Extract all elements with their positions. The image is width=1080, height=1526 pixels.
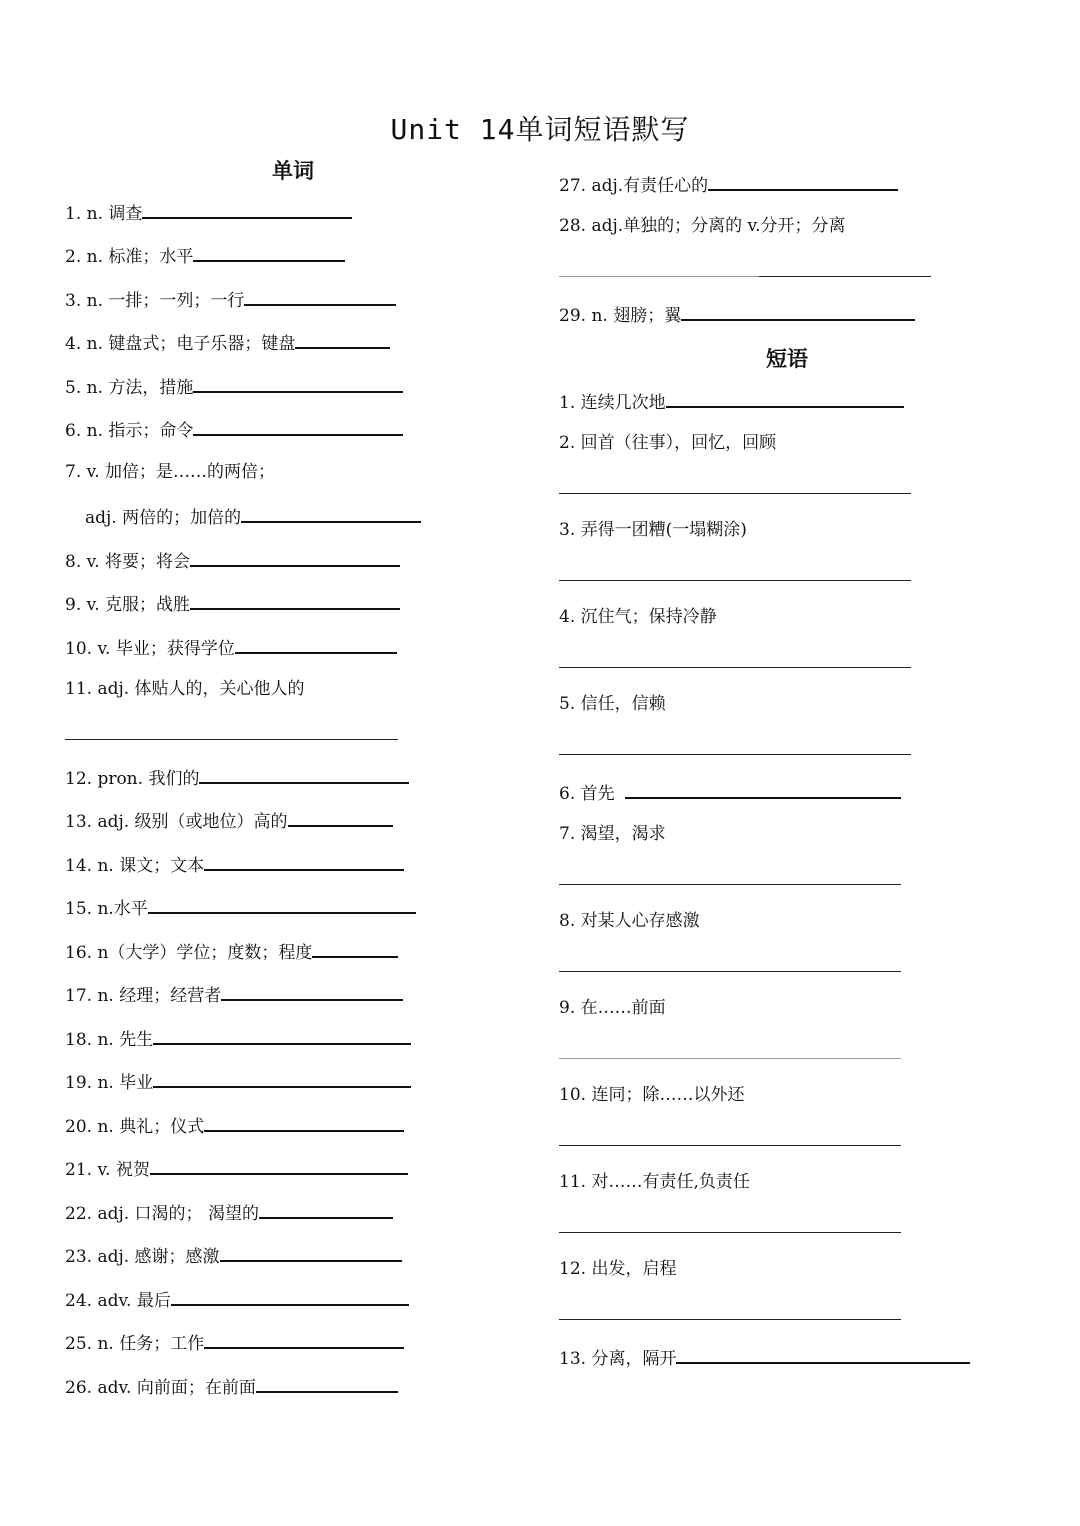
answer-line[interactable] xyxy=(559,1319,901,1320)
answer-blank[interactable] xyxy=(708,172,898,191)
phrase-item-8: 8. 对某人心存感激 xyxy=(559,911,700,931)
word-item-13: 13. adj. 级别（或地位）高的 xyxy=(65,808,393,833)
answer-blank[interactable] xyxy=(153,1069,411,1088)
answer-blank[interactable] xyxy=(153,1026,411,1045)
word-item-27: 27. adj.有责任心的 xyxy=(559,172,898,197)
word-item-14: 14. n. 课文；文本 xyxy=(65,852,404,877)
answer-blank[interactable] xyxy=(199,765,409,784)
phrase-item-4: 4. 沉住气；保持冷静 xyxy=(559,607,717,627)
answer-line-faint[interactable] xyxy=(559,1058,901,1059)
phrase-item-9: 9. 在……前面 xyxy=(559,998,666,1018)
word-item-7-adj: adj. 两倍的；加倍的 xyxy=(85,504,421,529)
word-item-9: 9. v. 克服；战胜 xyxy=(65,591,400,616)
phrase-item-7: 7. 渴望，渴求 xyxy=(559,824,666,844)
word-item-8: 8. v. 将要；将会 xyxy=(65,548,400,573)
word-item-15: 15. n.水平 xyxy=(65,895,416,920)
answer-blank[interactable] xyxy=(256,1374,398,1393)
answer-blank[interactable] xyxy=(244,287,396,306)
answer-blank[interactable] xyxy=(204,1113,404,1132)
word-item-18: 18. n. 先生 xyxy=(65,1026,411,1051)
answer-blank[interactable] xyxy=(625,780,901,799)
answer-blank[interactable] xyxy=(312,939,398,958)
phrase-item-1: 1. 连续几次地 xyxy=(559,389,904,414)
answer-blank[interactable] xyxy=(241,504,421,523)
word-item-24: 24. adv. 最后 xyxy=(65,1287,409,1312)
answer-blank[interactable] xyxy=(681,302,915,321)
answer-blank[interactable] xyxy=(259,1200,393,1219)
phrase-item-13: 13. 分离，隔开 xyxy=(559,1345,970,1370)
answer-blank[interactable] xyxy=(150,1156,408,1175)
word-item-4: 4. n. 键盘式；电子乐器；键盘 xyxy=(65,330,390,355)
phrases-heading: 短语 xyxy=(766,346,808,371)
answer-blank[interactable] xyxy=(235,635,397,654)
answer-blank[interactable] xyxy=(171,1287,409,1306)
answer-line[interactable] xyxy=(559,493,911,494)
phrase-item-2: 2. 回首（往事），回忆，回顾 xyxy=(559,433,777,453)
word-item-29: 29. n. 翅膀；翼 xyxy=(559,302,915,327)
words-heading: 单词 xyxy=(272,158,314,183)
word-item-23: 23. adj. 感谢；感激 xyxy=(65,1243,402,1268)
answer-blank[interactable] xyxy=(288,808,393,827)
word-item-5: 5. n. 方法，措施 xyxy=(65,374,403,399)
phrase-item-3: 3. 弄得一团糟(一塌糊涂) xyxy=(559,520,747,540)
answer-blank[interactable] xyxy=(204,1330,404,1349)
word-item-19: 19. n. 毕业 xyxy=(65,1069,411,1094)
answer-blank[interactable] xyxy=(221,982,403,1001)
answer-blank[interactable] xyxy=(193,417,403,436)
word-item-20: 20. n. 典礼；仪式 xyxy=(65,1113,404,1138)
answer-blank[interactable] xyxy=(142,200,352,219)
word-item-1: 1. n. 调查 xyxy=(65,200,352,225)
word-item-11: 11. adj. 体贴人的，关心他人的 xyxy=(65,679,305,699)
answer-line[interactable] xyxy=(559,1145,901,1146)
word-item-6: 6. n. 指示；命令 xyxy=(65,417,403,442)
answer-blank[interactable] xyxy=(676,1345,970,1364)
answer-line-faint xyxy=(559,276,759,277)
answer-blank[interactable] xyxy=(204,852,404,871)
phrase-item-12: 12. 出发，启程 xyxy=(559,1259,677,1279)
answer-line[interactable] xyxy=(559,667,911,668)
word-item-22: 22. adj. 口渴的； 渴望的 xyxy=(65,1200,393,1225)
phrase-item-10: 10. 连同；除……以外还 xyxy=(559,1085,745,1105)
word-item-12: 12. pron. 我们的 xyxy=(65,765,409,790)
answer-blank[interactable] xyxy=(193,243,345,262)
word-item-25: 25. n. 任务；工作 xyxy=(65,1330,404,1355)
phrase-item-5: 5. 信任，信赖 xyxy=(559,694,666,714)
word-item-21: 21. v. 祝贺 xyxy=(65,1156,408,1181)
page-title: Unit 14单词短语默写 xyxy=(390,113,690,146)
word-item-28: 28. adj.单独的；分离的 v.分开；分离 xyxy=(559,216,846,236)
answer-line[interactable] xyxy=(559,884,901,885)
word-item-26: 26. adv. 向前面；在前面 xyxy=(65,1374,398,1399)
word-item-10: 10. v. 毕业；获得学位 xyxy=(65,635,397,660)
word-item-2: 2. n. 标准；水平 xyxy=(65,243,345,268)
answer-blank[interactable] xyxy=(190,591,400,610)
word-item-7: 7. v. 加倍；是……的两倍； xyxy=(65,462,276,482)
answer-line[interactable] xyxy=(759,276,931,277)
phrase-item-11: 11. 对……有责任,负责任 xyxy=(559,1172,750,1192)
answer-blank[interactable] xyxy=(220,1243,402,1262)
answer-blank[interactable] xyxy=(193,374,403,393)
answer-line[interactable] xyxy=(559,1232,901,1233)
word-item-16: 16. n（大学）学位；度数；程度 xyxy=(65,939,398,964)
answer-blank[interactable] xyxy=(666,389,904,408)
answer-line[interactable] xyxy=(65,739,398,740)
answer-blank[interactable] xyxy=(190,548,400,567)
answer-blank[interactable] xyxy=(148,895,416,914)
answer-line[interactable] xyxy=(559,580,911,581)
word-item-17: 17. n. 经理；经营者 xyxy=(65,982,403,1007)
answer-blank[interactable] xyxy=(295,330,390,349)
answer-line[interactable] xyxy=(559,971,901,972)
phrase-item-6: 6. 首先 xyxy=(559,780,901,805)
answer-line[interactable] xyxy=(559,754,911,755)
word-item-3: 3. n. 一排；一列；一行 xyxy=(65,287,396,312)
